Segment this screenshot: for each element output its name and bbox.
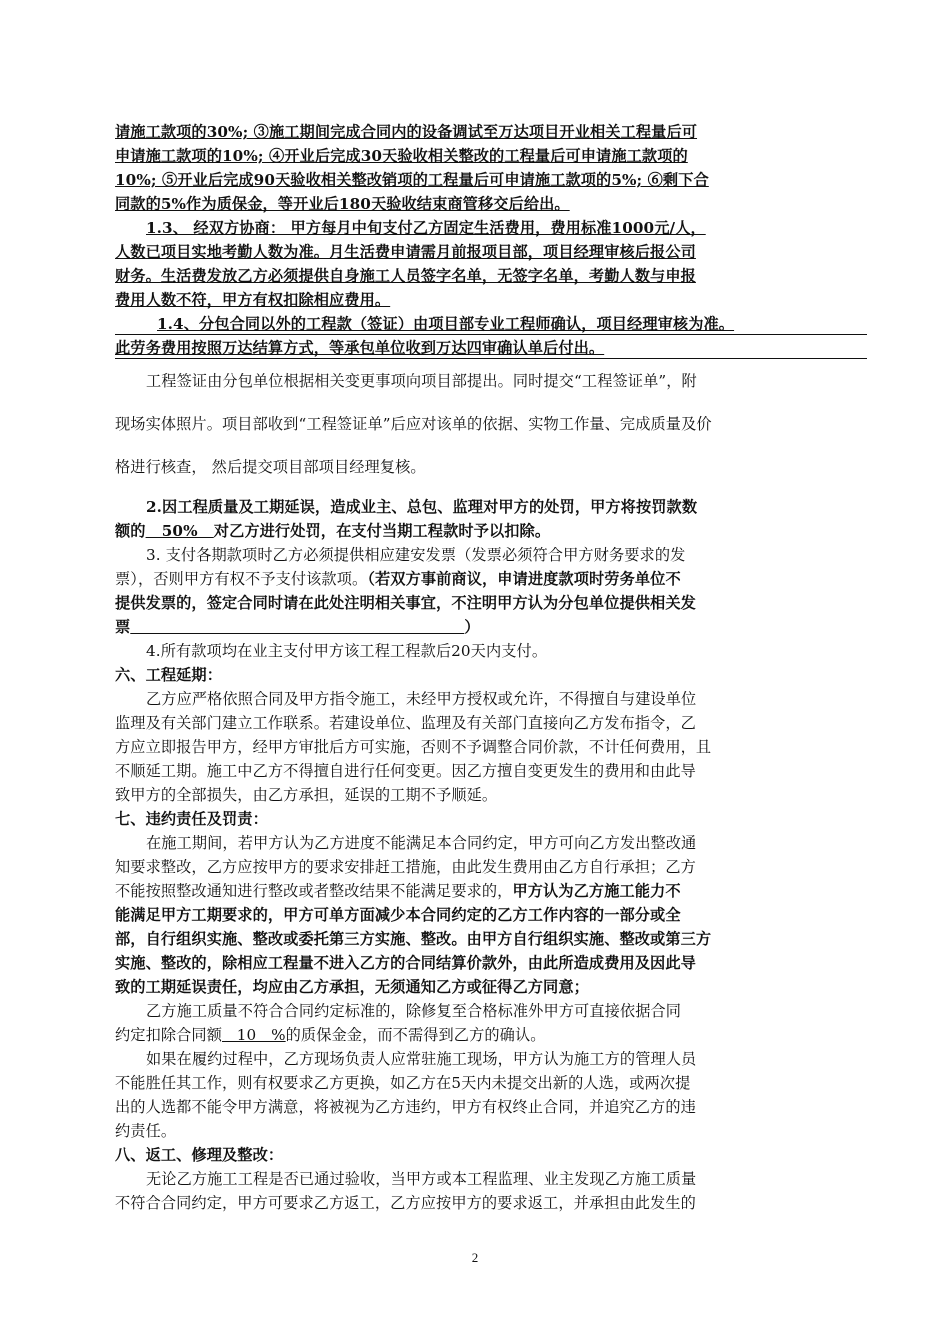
text-line: 同款的5%作为质保金，等开业后180天验收结束商管移交后给出。 — [115, 195, 570, 213]
penalty-percent-blank: 50% — [145, 522, 214, 540]
text-line: 申请施工款项的10%; ④开业后完成30天验收相关整改的工程量后可申请施工款项的 — [115, 147, 688, 165]
text-line: 如果在履约过程中，乙方现场负责人应常驻施工现场，甲方认为施工方的管理人员 — [146, 1050, 697, 1068]
text-line: 3. 支付各期款项时乙方必须提供相应建安发票（发票必须符合甲方财务要求的发 — [146, 546, 686, 564]
text-line: 能满足甲方工期要求的，甲方可单方面减少本合同约定的乙方工作内容的一部分或全 — [115, 906, 681, 924]
text-line — [115, 1023, 867, 1047]
text-fragment: 票），否则甲方有权不予支付该款项。 — [115, 570, 368, 588]
text-line: 格进行核查， 然后提交项目部项目经理复核。 — [115, 458, 426, 476]
underline-rule — [115, 358, 867, 359]
retention-percent-blank: 10 % — [222, 1026, 286, 1044]
text-line — [115, 519, 867, 543]
text-line: 1.3、 经双方协商： 甲方每月中旬支付乙方固定生活费用，费用标准1000元/人， — [146, 219, 706, 237]
text-line: 现场实体照片。项目部收到“工程签证单”后应对该单的依据、实物工作量、完成质量及价 — [115, 415, 712, 433]
document-body — [115, 120, 867, 1215]
section-heading-6: 六、工程延期： — [115, 666, 223, 684]
text-fragment: 不能按照整改通知进行整改或者整改结果不能满足要求的， — [115, 882, 513, 900]
text-line: 不能胜任其工作，则有权要求乙方更换，如乙方在5天内未提交出新的人选，或两次提 — [115, 1074, 691, 1092]
text-line — [115, 615, 867, 639]
text-line: 此劳务费用按照万达结算方式，等承包单位收到万达四审确认单后付出。 — [115, 339, 605, 357]
text-line: 致的工期延误责任，均应由乙方承担，无须通知乙方或征得乙方同意； — [115, 978, 589, 996]
text-line: 监理及有关部门建立工作联系。若建设单位、监理及有关部门直接向乙方发布指令，乙 — [115, 714, 696, 732]
text-line: 部，自行组织实施、整改或委托第三方实施、整改。由甲方自行组织实施、整改或第三方 — [115, 930, 712, 948]
text-line: 4.所有款项均在业主支付甲方该工程工程款后20天内支付。 — [146, 642, 548, 660]
text-line: 出的人选都不能令甲方满意，将被视为乙方违约，甲方有权终止合同，并追究乙方的违 — [115, 1098, 696, 1116]
text-line: 无论乙方施工工程是否已通过验收，当甲方或本工程监理、业主发现乙方施工质量 — [146, 1170, 697, 1188]
text-fragment: 票 — [115, 618, 131, 636]
text-line: 实施、整改的，除相应工程量不进入乙方的合同结算价款外，由此所造成费用及因此导 — [115, 954, 696, 972]
section-heading-7: 七、违约责任及罚责： — [115, 810, 268, 828]
text-line: 乙方施工质量不符合合同约定标准的，除修复至合格标准外甲方可直接依据合同 — [146, 1002, 682, 1020]
invoice-note-blank — [130, 618, 464, 636]
section-heading-8: 八、返工、修理及整改： — [115, 1146, 284, 1164]
text-line: 知要求整改，乙方应按甲方的要求安排赶工措施，由此发生费用由乙方自行承担；乙方 — [115, 858, 696, 876]
text-line: 方应立即报告甲方，经甲方审批后方可实施，否则不予调整合同价款，不计任何费用，且 — [115, 738, 712, 756]
text-line: 1.4、分包合同以外的工程款（签证）由项目部专业工程师确认，项目经理审核为准。 — [157, 315, 735, 333]
text-line: 费用人数不符，甲方有权扣除相应费用。 — [115, 291, 391, 309]
text-line: 2.因工程质量及工期延误，造成业主、总包、监理对甲方的处罚，甲方将按罚款数 — [146, 498, 698, 516]
text-line: 在施工期间，若甲方认为乙方进度不能满足本合同约定，甲方可向乙方发出整改通 — [146, 834, 697, 852]
text-fragment: 对乙方进行处罚，在支付当期工程款时予以扣除。 — [213, 522, 551, 540]
text-line: 不符合合同约定，甲方可要求乙方返工，乙方应按甲方的要求返工，并承担由此发生的 — [115, 1194, 696, 1212]
text-fragment-bold: （若双方事前商议，申请进度款项时劳务单位不 — [367, 570, 681, 588]
text-line: 工程签证由分包单位根据相关变更事项向项目部提出。同时提交“工程签证单”，附 — [146, 372, 697, 390]
text-line: 约责任。 — [115, 1122, 177, 1140]
text-fragment: ） — [464, 618, 480, 636]
page-number: 2 — [471, 1250, 479, 1265]
text-line: 致甲方的全部损失，由乙方承担，延误的工期不予顺延。 — [115, 786, 498, 804]
text-line: 乙方应严格依照合同及甲方指令施工，未经甲方授权或允许，不得擅自与建设单位 — [146, 690, 697, 708]
text-fragment: 额的 — [115, 522, 146, 540]
text-line — [115, 879, 867, 903]
underline-rule — [115, 334, 867, 335]
text-fragment: 约定扣除合同额 — [115, 1026, 223, 1044]
text-line — [115, 567, 867, 591]
text-line: 请施工款项的30%; ③施工期间完成合同内的设备调试至万达项目开业相关工程量后可 — [115, 123, 698, 141]
text-line: 10%; ⑤开业后完成90天验收相关整改销项的工程量后可申请施工款项的5%; ⑥剩下合 — [115, 171, 709, 189]
text-line: 财务。生活费发放乙方必须提供自身施工人员签字名单，无签字名单，考勤人数与申报 — [115, 267, 696, 285]
text-line: 不顺延工期。施工中乙方不得擅自进行任何变更。因乙方擅自变更发生的费用和由此导 — [115, 762, 696, 780]
text-fragment-bold: 甲方认为乙方施工能力不 — [512, 882, 681, 900]
text-fragment: 的质保金金，而不需得到乙方的确认。 — [285, 1026, 546, 1044]
text-line: 人数已项目实地考勤人数为准。月生活费申请需月前报项目部，项目经理审核后报公司 — [115, 243, 696, 261]
text-line: 提供发票的，签定合同时请在此处注明相关事宜，不注明甲方认为分包单位提供相关发 — [115, 594, 696, 612]
